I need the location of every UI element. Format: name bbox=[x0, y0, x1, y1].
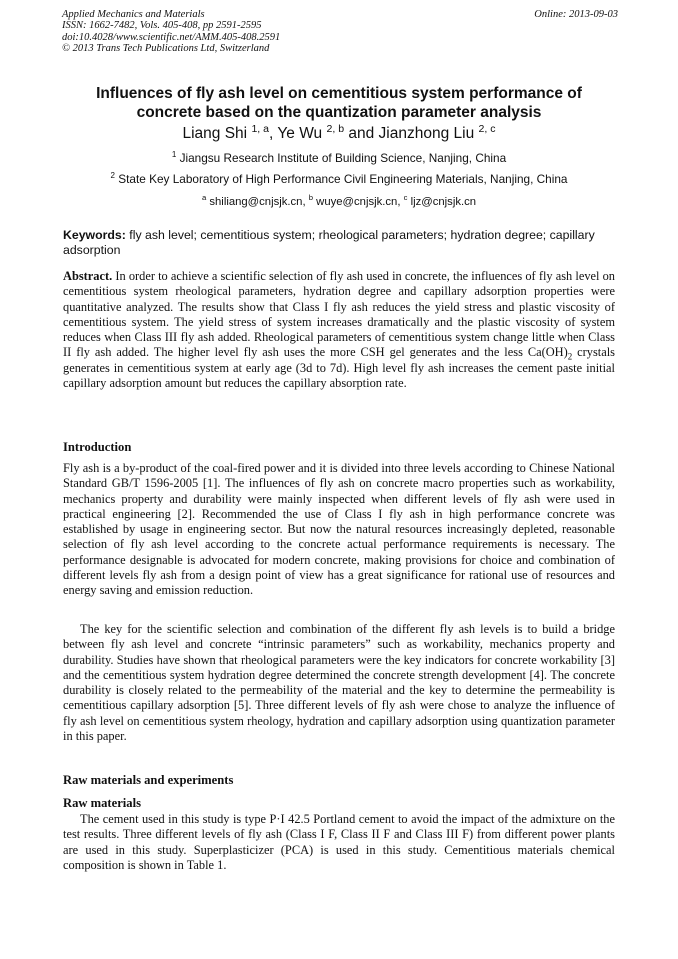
email-text: wuye@cnjsjk.cn, bbox=[313, 196, 404, 208]
introduction-heading: Introduction bbox=[63, 440, 132, 454]
journal-name: Applied Mechanics and Materials bbox=[62, 9, 205, 20]
author-superscript: 2, b bbox=[326, 122, 345, 135]
affiliation-1 bbox=[40, 151, 638, 166]
keywords bbox=[63, 228, 615, 258]
affiliation-text: Jiangsu Research Institute of Building Science, Nanjing, China bbox=[176, 151, 507, 165]
affiliation-2 bbox=[40, 172, 638, 187]
author-name: Ye Wu bbox=[277, 125, 323, 142]
author-superscript: 2, c bbox=[478, 122, 496, 135]
keywords-text: fly ash level; cementitious system; rheological parameters; hydration degree; capillary adsorption bbox=[63, 228, 595, 257]
abstract-label: Abstract. bbox=[63, 269, 113, 283]
raw-materials-subheading: Raw materials bbox=[63, 796, 141, 810]
author-name: Liang Shi bbox=[182, 125, 248, 142]
raw-materials-paragraph: The cement used in this study is type P·I 42.5 Portland cement to avoid the impact of the admixture on the test results. Three different levels of fly ash (Class I F, Class II F and Class III F) from different power plants are used in this study. Superplasticizer (PCA) is used in this study. Cementitious materials chemical composition is shown in Table 1. bbox=[63, 812, 615, 872]
introduction-paragraph-1: Fly ash is a by-product of the coal-fired power and it is divided into three levels according to Chinese National Standard GB/T 1596-2005 [1]. The influences of fly ash on concrete macro properties such as workability, mechanics property and durability were mainly inspected when different levels of fly ash were used in practical engineering [2]. Recommended the use of Class I fly ash in high performance concrete was established by usage in engineering sector. But now the natural resources increasingly depleted, reasonable selection of fly ash level according to the concrete actual performance requirements is necessary. The performance designable is advocated for modern concrete, making provisions for choice and combination of different levels fly ash from a design point of view has a great significance for rational use of resources and energy saving and emission reduction. bbox=[63, 461, 615, 598]
affiliation-superscript: 2 bbox=[110, 171, 115, 181]
copyright-line: © 2013 Trans Tech Publications Ltd, Switzerland bbox=[62, 42, 270, 54]
journal-header bbox=[62, 9, 618, 54]
author-name: Jianzhong Liu bbox=[378, 125, 475, 142]
abstract-text: In order to achieve a scientific selection of fly ash used in concrete, the influences of fly ash level on cementitious system rheological parameters, hydration degree and capillary adsorption properties were quantitative analyzed. The results show that Class I fly ash reduces the yield stress and plastic viscosity of cementitious system. The yield stress of system increases dramatically and the plastic viscosity of system reduces when Class III fly ash added. Rheological parameters of cementitious system change little when Class II fly ash added. The higher level fly ash uses the more CSH gel generates and the less Ca(OH) bbox=[63, 269, 615, 360]
introduction-paragraph-2: The key for the scientific selection and combination of the different fly ash levels is to build a bridge between fly ash level and concrete “intrinsic parameters” such as workability, mechanics property and durability. Studies have shown that rheological parameters were the key indicators for concrete workability [3] and the cementitious system hydration degree determined the concrete strength development [4]. The concrete durability is closely related to the permeability of the material and the key to determine the permeability is cementitious capillary adsorption [5]. Three different levels of fly ash were chose to analyze the influence of fly ash level on cementitious system rheology, hydration and capillary adsorption using quantization parameter in this paper. bbox=[63, 622, 615, 744]
online-date: Online: 2013-09-03 bbox=[534, 9, 618, 20]
author-separator: , bbox=[269, 125, 278, 142]
raw-materials-experiments-heading: Raw materials and experiments bbox=[63, 773, 234, 787]
email-superscript: c bbox=[403, 193, 408, 203]
author-superscript: 1, a bbox=[251, 122, 270, 135]
abstract-subscript: 2 bbox=[567, 351, 573, 362]
email-superscript: b bbox=[308, 193, 314, 203]
abstract-text-continued: crystals generates in cementitious system at early age (3d to 7d). High level fly ash increases the cement paste initial capillary adsorption amount but reduces the capillary absorption rate. bbox=[63, 345, 615, 391]
paper-title bbox=[50, 84, 628, 122]
doi-line: doi:10.4028/www.scientific.net/AMM.405-408.2591 bbox=[62, 31, 281, 43]
issn-line: ISSN: 1662-7482, Vols. 405-408, pp 2591-2595 bbox=[62, 20, 262, 32]
affiliation-superscript: 1 bbox=[171, 150, 177, 160]
title-line-1: Influences of fly ash level on cementitious system performance of bbox=[96, 85, 582, 102]
email-line bbox=[40, 195, 638, 209]
author-list bbox=[50, 124, 628, 144]
title-line-2: concrete based on the quantization parameter analysis bbox=[136, 104, 542, 121]
email-text: shiliang@cnjsjk.cn, bbox=[206, 196, 309, 208]
author-separator: and bbox=[344, 125, 379, 142]
abstract bbox=[63, 269, 615, 391]
email-text: ljz@cnjsjk.cn bbox=[407, 196, 477, 208]
affiliation-text: State Key Laboratory of High Performance Civil Engineering Materials, Nanjing, China bbox=[115, 172, 568, 186]
email-superscript: a bbox=[201, 193, 207, 203]
keywords-label: Keywords: bbox=[63, 228, 126, 242]
